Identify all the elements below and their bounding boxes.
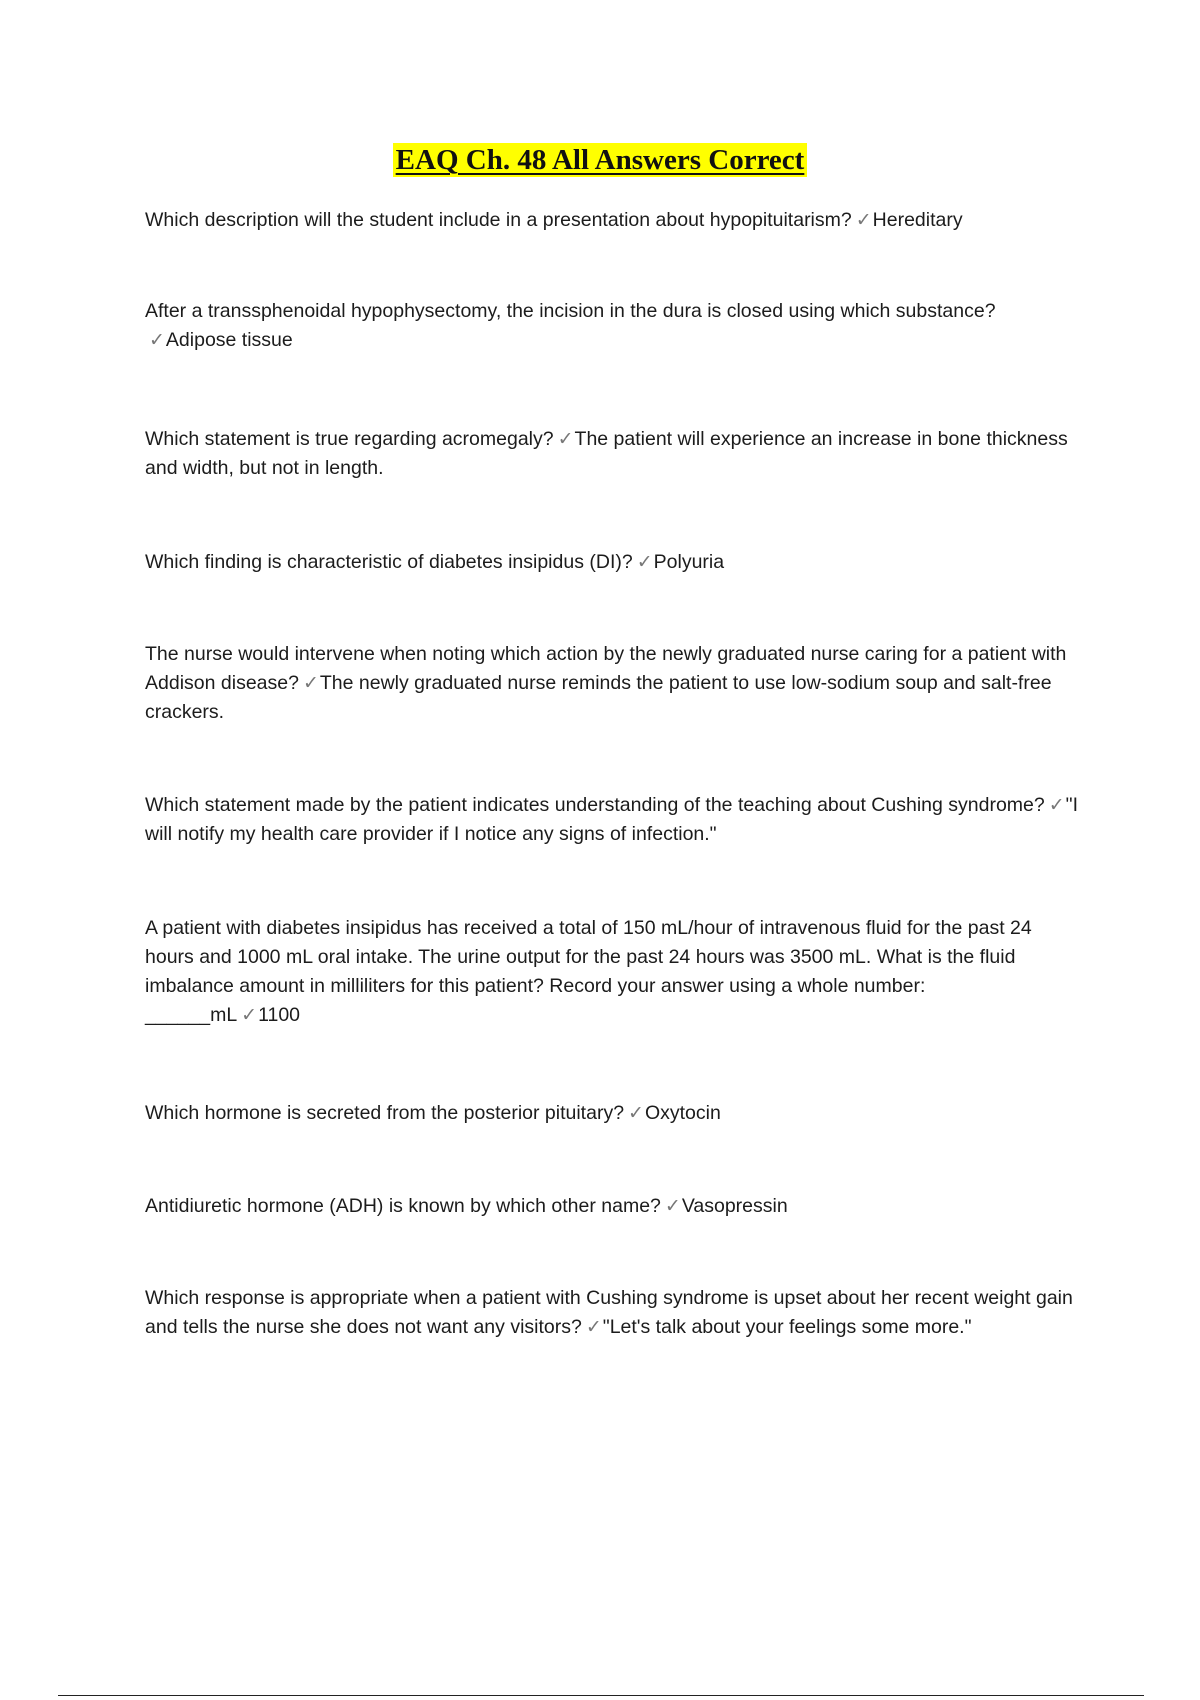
question-text: The nurse would intervene when noting which action by the newly graduated nurse caring for a patient with Addison disease? (145, 643, 1067, 694)
qa-item-7 (145, 914, 1085, 1030)
question-text: Antidiuretic hormone (ADH) is known by which other name? (145, 1195, 661, 1217)
answer-text: Vasopressin (681, 1195, 788, 1217)
check-icon: ✓ (302, 672, 319, 694)
answer-text: "Let's talk about your feelings some more." (602, 1316, 972, 1338)
answer-text: Polyuria (653, 551, 725, 573)
question-text: Which hormone is secreted from the posterior pituitary? (145, 1102, 625, 1124)
qa-item-8 (145, 1099, 1085, 1128)
check-icon: ✓ (636, 551, 653, 573)
answer-text: The newly graduated nurse reminds the patient to use low-sodium soup and salt-free crackers. (145, 672, 1052, 723)
qa-item-4 (145, 548, 1085, 577)
qa-item-2 (145, 297, 1085, 355)
qa-item-1 (145, 206, 1085, 235)
question-text: After a transsphenoidal hypophysectomy, the incision in the dura is closed using which substance? (145, 300, 996, 322)
question-text: Which description will the student include in a presentation about hypopituitarism? (145, 209, 852, 231)
question-text: Which statement made by the patient indicates understanding of the teaching about Cushing syndrome? (145, 794, 1045, 816)
check-icon: ✓ (241, 1004, 258, 1026)
check-icon: ✓ (585, 1316, 602, 1338)
question-text: Which response is appropriate when a patient with Cushing syndrome is upset about her recent weight gain and tells the nurse she does not want any visitors? (145, 1287, 1073, 1338)
question-text: A patient with diabetes insipidus has received a total of 150 mL/hour of intravenous fluid for the past 24 hours and 1000 mL oral intake. The urine output for the past 24 hours was 3500 mL. What is the fluid imbalance amount in milliliters for this patient? Record your answer using a whole number: ______mL (145, 917, 1032, 1026)
question-text: Which statement is true regarding acromegaly? (145, 428, 554, 450)
answer-text: Adipose tissue (165, 329, 293, 351)
check-icon: ✓ (1048, 794, 1065, 816)
document-title: EAQ Ch. 48 All Answers Correct (393, 143, 808, 177)
question-text: Which finding is characteristic of diabetes insipidus (DI)? (145, 551, 633, 573)
answer-text: Oxytocin (644, 1102, 721, 1124)
qa-item-9 (145, 1192, 1085, 1221)
qa-item-5 (145, 640, 1085, 727)
answer-text: 1100 (258, 1004, 301, 1026)
check-icon: ✓ (628, 1102, 644, 1124)
title-wrap (0, 143, 1200, 177)
check-icon: ✓ (557, 428, 574, 450)
answer-text: The patient will experience an increase in bone thickness and width, but not in length. (145, 428, 1068, 479)
qa-item-3 (145, 425, 1085, 483)
check-icon: ✓ (664, 1195, 681, 1217)
check-icon: ✓ (149, 329, 165, 351)
answer-text: Hereditary (872, 209, 963, 231)
qa-item-6 (145, 791, 1085, 849)
footer-divider (58, 1695, 1144, 1696)
answer-text: "I will notify my health care provider if I notice any signs of infection." (145, 794, 1078, 845)
check-icon: ✓ (855, 209, 872, 231)
qa-item-10 (145, 1284, 1085, 1342)
